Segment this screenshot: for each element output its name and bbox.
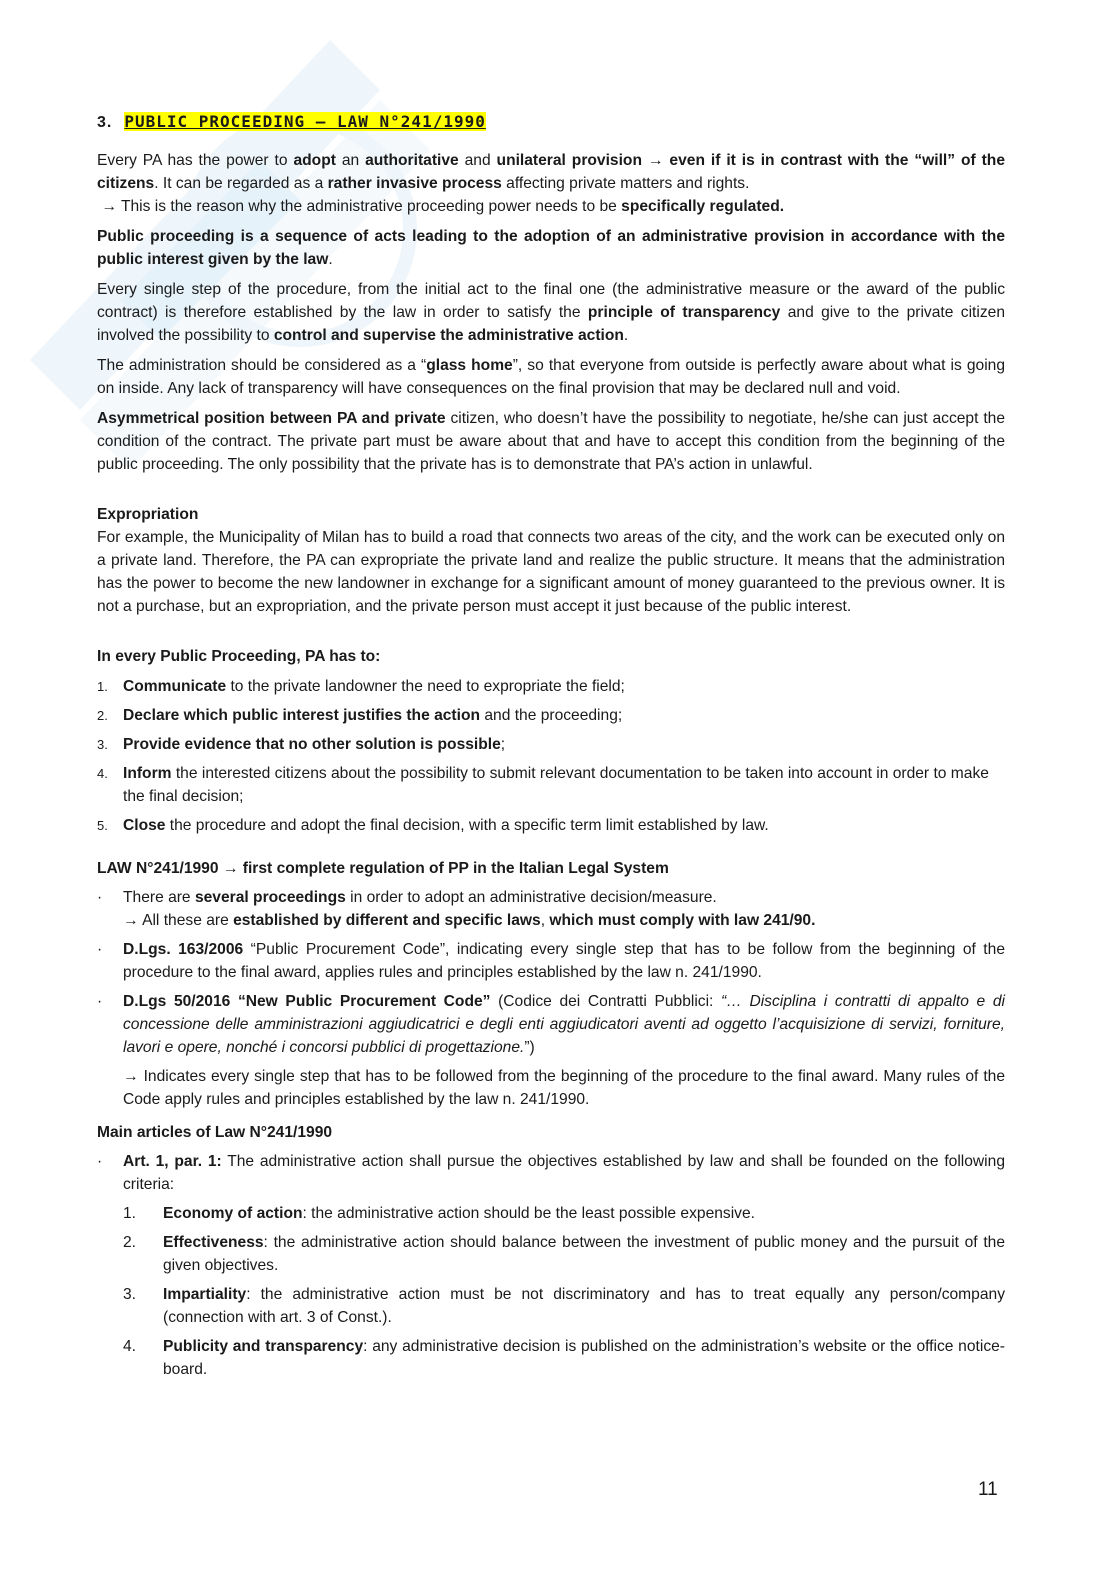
paragraph-intro: Every PA has the power to adopt an authoritative and unilateral provision → even if it is in contrast with the “will” of the citizens. It can be regarded as a rather invasive process affecting private matters and rights. → This is the reason why the administrative proceeding power needs to be specifically regulated.	[97, 152, 1006, 215]
list-item: 1. Economy of action: the administrative action should be the least possible expensive.	[123, 1205, 755, 1222]
list-item: · D.Lgs. 163/2006 “Public Procurement Code”, indicating every single step that has to be follow from the beginning of the procedure to the final award, applies rules and principles established by the law n. 241/1990.	[97, 941, 1005, 981]
section-title	[97, 110, 1005, 135]
list-item: 3. Impartiality: the administrative action must be not discriminatory and has to treat equally any person/company (connection with art. 3 of Const.).	[123, 1286, 1005, 1326]
list-item: · D.Lgs 50/2016 “New Public Procurement Code” (Codice dei Contratti Pubblici: “… Disciplina i contratti di appalto e di concessione delle amministrazioni aggiudicatrici e degli enti aggiudicatori aventi ad oggetto l’acquisizione di servizi, forniture, lavori e opere, nonché i concorsi pubblici di progettazione.”) → Indicates every single step that has to be followed from the beginning of the procedure to the final award. Many rules of the Code apply rules and principles established by the law n. 241/1990.	[97, 993, 1005, 1108]
articles-heading: Main articles of Law N°241/1990	[97, 1124, 333, 1141]
list-item: 4. Publicity and transparency: any administrative decision is published on the administration’s website or the office notice-board.	[123, 1338, 1005, 1378]
section-number: 3.	[97, 114, 113, 131]
list-item: 1. Communicate to the private landowner the need to expropriate the field;	[97, 678, 625, 695]
expropriation-text: For example, the Municipality of Milan has to build a road that connects two areas of the city, and the work can be executed only on a private land. Therefore, the PA can expropriate the private land and realize the public structure. It means that the administration has the power to become the new landowner in exchange for a significant amount of money guaranteed to the previous owner. It is not a purchase, but an expropriation, and the private person must accept it just because of the public interest.	[97, 529, 1005, 615]
paragraph-asymmetrical: Asymmetrical position between PA and private citizen, who doesn’t have the possibility to negotiate, he/she can just accept the condition of the contract. The private part must be aware about that and have to accept this condition from the beginning of the public proceeding. The only possibility that the private has is to demonstrate that PA’s action in unlawful.	[97, 410, 1005, 473]
paragraph-transparency: Every single step of the procedure, from the initial act to the final one (the administrative measure or the award of the public contract) is therefore established by the law in order to satisfy the principle of transparency and give to the private citizen involved the possibility to control and supervise the administrative action.	[97, 281, 1005, 344]
articles-bullets	[97, 1150, 1005, 1381]
list-item: · Art. 1, par. 1: The administrative action shall pursue the objectives established by law and shall be founded on the following criteria: 1. Economy of action: the administrative action should be the least possible expensive. 2. Effectiveness: the administrative action should balance between the investment of public money and the pursuit of the given objectives. 3. Impartiality: the administrative action must be not discriminatory and has to treat equally any person/company (connection with art. 3 of Const.). 4. Publicity and transparency: any administrative decision is published on the administration’s website or the office notice-board.	[97, 1150, 1005, 1381]
page-number: 11	[978, 1479, 998, 1500]
list-item: 3. Provide evidence that no other solution is possible;	[97, 736, 506, 753]
expropriation-heading: Expropriation	[97, 506, 199, 523]
document-page	[97, 110, 1005, 1387]
list-item: · There are several proceedings in order to adopt an administrative decision/measure. → All these are established by different and specific laws, which must comply with law 241/90.	[97, 889, 816, 929]
section-title-text: PUBLIC PROCEEDING – LAW N°241/1990	[124, 112, 486, 131]
paragraph-glass-home: The administration should be considered as a “glass home”, so that everyone from outside is perfectly aware about what is going on inside. Any lack of transparency will have consequences on the final provision that may be declared null and void.	[97, 357, 1005, 397]
list-item: 2. Declare which public interest justifies the action and the proceeding;	[97, 707, 623, 724]
paragraph-definition: Public proceeding is a sequence of acts leading to the adoption of an administrative provision in accordance with the public interest given by the law.	[97, 228, 1005, 268]
law-heading: LAW N°241/1990 → first complete regulation of PP in the Italian Legal System	[97, 860, 669, 877]
list-item: 2. Effectiveness: the administrative action should balance between the investment of public money and the pursuit of the given objectives.	[123, 1234, 1005, 1274]
law-bullets	[97, 886, 1005, 1111]
criteria-list	[123, 1202, 1005, 1381]
list-item: 4. Inform the interested citizens about the possibility to submit relevant documentation to be taken into account in order to make the final decision;	[97, 765, 989, 805]
steps-heading: In every Public Proceeding, PA has to:	[97, 648, 381, 665]
steps-list	[97, 675, 1005, 837]
list-item: 5. Close the procedure and adopt the final decision, with a specific term limit established by law.	[97, 817, 769, 834]
